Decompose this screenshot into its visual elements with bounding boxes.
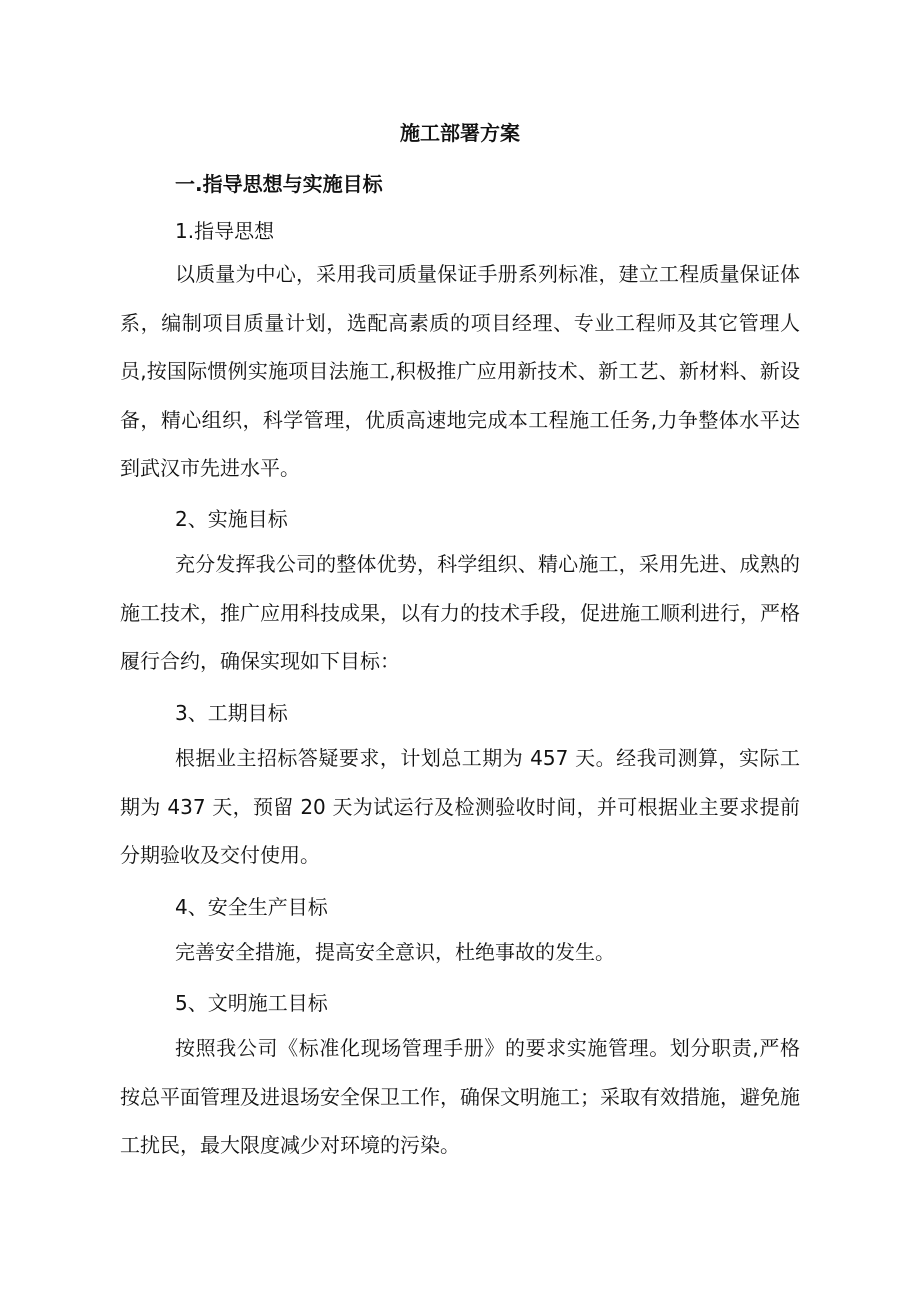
- subheading-civilized-construction-goals: 5、文明施工目标: [175, 991, 328, 1015]
- subheading-implementation-goals: 2、实施目标: [175, 507, 288, 531]
- paragraph-guiding-ideology: 以质量为中心，采用我司质量保证手册系列标准，建立工程质量保证体系，编制项目质量计划，选配高素质的项目经理、专业工程师及其它管理人员,按国际惯例实施项目法施工,积极推广应用新技术、新工艺、新材料、新设备，精心组织，科学管理，优质高速地完成本工程施工任务,力争整体水平达到武汉市先进水平。: [120, 262, 800, 480]
- document-title: 施工部署方案: [400, 121, 520, 145]
- subheading-guiding-ideology: 1.指导思想: [175, 219, 275, 243]
- subheading-schedule-goals: 3、工期目标: [175, 701, 288, 725]
- section-heading-guiding-ideology-and-goals: 一.指导思想与实施目标: [175, 172, 383, 196]
- paragraph-safety-goals: 完善安全措施，提高安全意识，杜绝事故的发生。: [175, 940, 615, 964]
- paragraph-schedule-goals: 根据业主招标答疑要求，计划总工期为 457 天。经我司测算，实际工期为 437 天，预留 20 天为试运行及检测验收时间，并可根据业主要求提前分期验收及交付使用。: [120, 746, 800, 867]
- subheading-safety-goals: 4、安全生产目标: [175, 895, 328, 919]
- paragraph-civilized-construction-goals: 按照我公司《标准化现场管理手册》的要求实施管理。划分职责,严格按总平面管理及进退场安全保卫工作，确保文明施工；采取有效措施，避免施工扰民，最大限度减少对环境的污染。: [120, 1036, 800, 1157]
- paragraph-implementation-goals: 充分发挥我公司的整体优势，科学组织、精心施工，采用先进、成熟的施工技术，推广应用科技成果，以有力的技术手段，促进施工顺利进行，严格履行合约，确保实现如下目标：: [120, 552, 800, 673]
